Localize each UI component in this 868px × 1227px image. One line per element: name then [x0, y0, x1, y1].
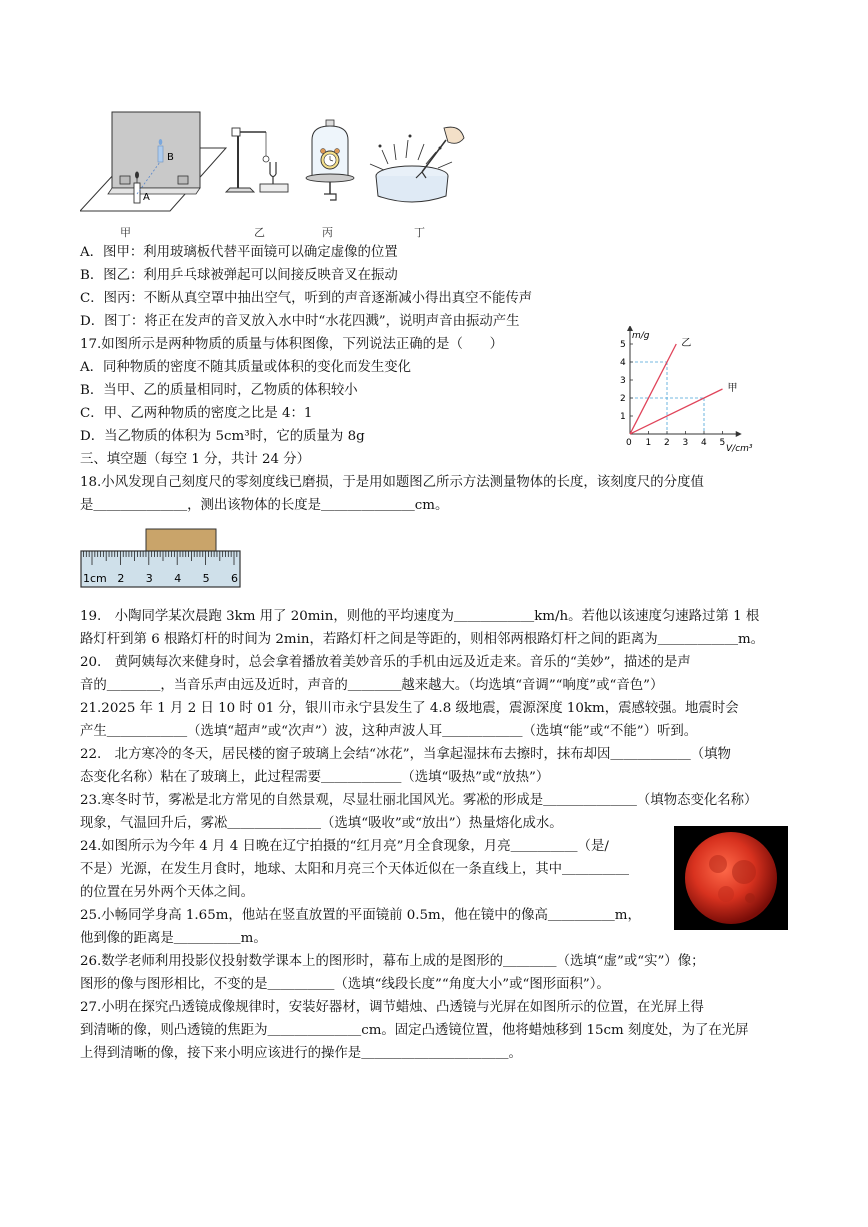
q19-line-2: 路灯杆到第 6 根路灯杆的时间为 2min，若路灯杆之间是等距的，则相邻两根路灯杆之间的距离为＿＿＿＿＿＿m。 [80, 632, 765, 647]
q16-figure-yi [220, 122, 300, 204]
q19-line-1: 19. 小陶同学某次晨跑 3km 用了 20min，则他的平均速度为＿＿＿＿＿＿km/h。若他以该速度匀速路过第 1 根 [80, 609, 760, 624]
label-b: B [167, 152, 174, 163]
q16-figure-bing [300, 118, 360, 208]
ruler-label: 4 [174, 572, 182, 585]
q26-line-1: 26.数学老师利用投影仪投射数学课本上的图形时，幕布上成的是图形的＿＿＿＿（选填“虚”或“实”）像； [80, 954, 705, 969]
q17-option-d: D．当乙物质的体积为 5cm³时，它的质量为 8g [80, 429, 365, 444]
q24-line-1: 24.如图所示为今年 4 月 4 日晚在辽宁拍摄的“红月亮”月全食现象，月亮＿＿＿＿＿（是/ [80, 839, 609, 854]
chart-series-line-0 [630, 344, 676, 434]
q27-line-3: 上得到清晰的像，接下来小明应该进行的操作是＿＿＿＿＿＿＿＿＿＿＿。 [80, 1046, 522, 1061]
ruler-label: 3 [145, 572, 153, 585]
chart-y-tick: 2 [620, 394, 626, 404]
chart-x-tick: 2 [664, 438, 670, 448]
chart-series-label-1: 甲 [727, 383, 738, 394]
q16-option-b: B．图乙：利用乒乓球被弹起可以间接反映音叉在振动 [80, 268, 398, 283]
chart-y-tick: 4 [620, 358, 626, 368]
q16-option-d: D．图丁：将正在发声的音叉放入水中时“水花四溅”，说明声音由振动产生 [80, 314, 520, 329]
q25-line-1: 25.小畅同学身高 1.65m，他站在竖直放置的平面镜前 0.5m，他在镜中的像高＿＿＿＿＿m， [80, 908, 641, 923]
q22-line-1: 22. 北方寒冷的冬天，居民楼的窗子玻璃上会结“冰花”，当拿起湿抹布去擦时，抹布却因＿＿＿＿＿＿（填物 [80, 747, 731, 762]
q21-line-1: 21.2025 年 1 月 2 日 10 时 01 分，银川市永宁县发生了 4.8 级地震，震源深度 10km，震感较强。地震时会 [80, 701, 739, 716]
q27-line-2: 到清晰的像，则凸透镜的焦距为＿＿＿＿＿＿＿cm。固定凸透镜位置，他将蜡烛移到 15cm 刻度处，为了在光屏 [80, 1023, 749, 1038]
chart-series-line-1 [630, 389, 723, 434]
q18-line-1: 18.小风发现自己刻度尺的零刻度线已磨损，于是用如题图乙所示方法测量物体的长度，该刻度尺的分度值 [80, 475, 704, 490]
q17-stem: 17.如图所示是两种物质的质量与体积图像，下列说法正确的是（ ） [80, 337, 504, 352]
chart-y-tick: 1 [620, 412, 626, 422]
chart-y-tick: 5 [620, 340, 626, 350]
q17-option-a: A．同种物质的密度不随其质量或体积的变化而发生变化 [80, 360, 412, 375]
chart-x-arrow [736, 431, 742, 437]
q24-line-2: 不是）光源，在发生月食时，地球、太阳和月亮三个天体近似在一条直线上，其中＿＿＿＿＿ [80, 862, 630, 877]
caption-yi: 乙 [254, 226, 265, 239]
caption-ding: 丁 [414, 226, 425, 239]
ruler-label: 1cm [83, 572, 107, 585]
q23-line-2: 现象，气温回升后，雾凇＿＿＿＿＿＿＿（选填“吸收”或“放出”）热量熔化成水。 [80, 816, 563, 831]
q16-option-a: A．图甲：利用玻璃板代替平面镜可以确定虚像的位置 [80, 245, 398, 260]
ruler-label: 5 [202, 572, 210, 585]
q17-option-b: B．当甲、乙的质量相同时，乙物质的体积较小 [80, 383, 358, 398]
q16-option-c: C．图丙：不断从真空罩中抽出空气，听到的声音逐渐减小得出真空不能传声 [80, 291, 533, 306]
ruler-label: 2 [117, 572, 125, 585]
q22-line-2: 态变化名称）粘在了玻璃上，此过程需要＿＿＿＿＿＿（选填“吸热”或“放热”） [80, 770, 550, 785]
q17-option-c: C．甲、乙两种物质的密度之比是 4：1 [80, 406, 313, 421]
ruler-label: 6 [231, 572, 238, 585]
caption-bing: 丙 [322, 226, 333, 239]
label-a: A [143, 192, 150, 203]
q20-line-1: 20. 黄阿姨每次来健身时，总会拿着播放着美妙音乐的手机由远及近走来。音乐的“美妙”，描述的是声 [80, 655, 691, 670]
red-moon-photo [674, 826, 788, 930]
q21-line-2: 产生＿＿＿＿＿＿（选填“超声”或“次声”）波，这种声波人耳＿＿＿＿＿＿（选填“能”或“不能”）听到。 [80, 724, 698, 739]
chart-y-tick: 3 [620, 376, 626, 386]
chart-x-tick: 4 [701, 438, 707, 448]
chart-x-tick: 0 [626, 438, 632, 448]
q16-figure-ding [360, 120, 472, 214]
q18-line-2: 是＿＿＿＿＿＿＿，测出该物体的长度是＿＿＿＿＿＿＿cm。 [80, 498, 449, 513]
q25-line-2: 他到像的距离是＿＿＿＿＿m。 [80, 931, 267, 946]
q24-line-3: 的位置在另外两个天体之间。 [80, 885, 255, 900]
q26-line-2: 图形的像与图形相比，不变的是＿＿＿＿＿（选填“线段长度”“角度大小”或“图形面积”）。 [80, 977, 610, 992]
q20-line-2: 音的＿＿＿＿，当音乐声由远及近时，声音的＿＿＿＿越来越大。（均选填“音调”“响度”或“音色”） [80, 678, 664, 693]
q27-line-1: 27.小明在探究凸透镜成像规律时，安装好器材，调节蜡烛、凸透镜与光屏在如图所示的位置，在光屏上得 [80, 1000, 704, 1015]
chart-x-tick: 1 [645, 438, 652, 448]
section-3-title: 三、填空题（每空 1 分，共计 24 分） [80, 452, 311, 467]
caption-jia: 甲 [120, 226, 131, 239]
chart-y-label: m/g [632, 331, 650, 341]
q16-figure-jia [80, 108, 230, 216]
ruler-figure [80, 527, 242, 589]
chart-series-label-0: 乙 [681, 338, 692, 349]
chart-x-tick: 3 [682, 438, 689, 448]
chart-x-label: V/cm³ [726, 444, 753, 454]
mass-volume-chart [612, 326, 772, 456]
q23-line-1: 23.寒冬时节，雾凇是北方常见的自然景观，尽显壮丽北国风光。雾凇的形成是＿＿＿＿＿＿＿（填物态变化名称） [80, 793, 758, 808]
chart-x-tick: 5 [719, 438, 726, 448]
